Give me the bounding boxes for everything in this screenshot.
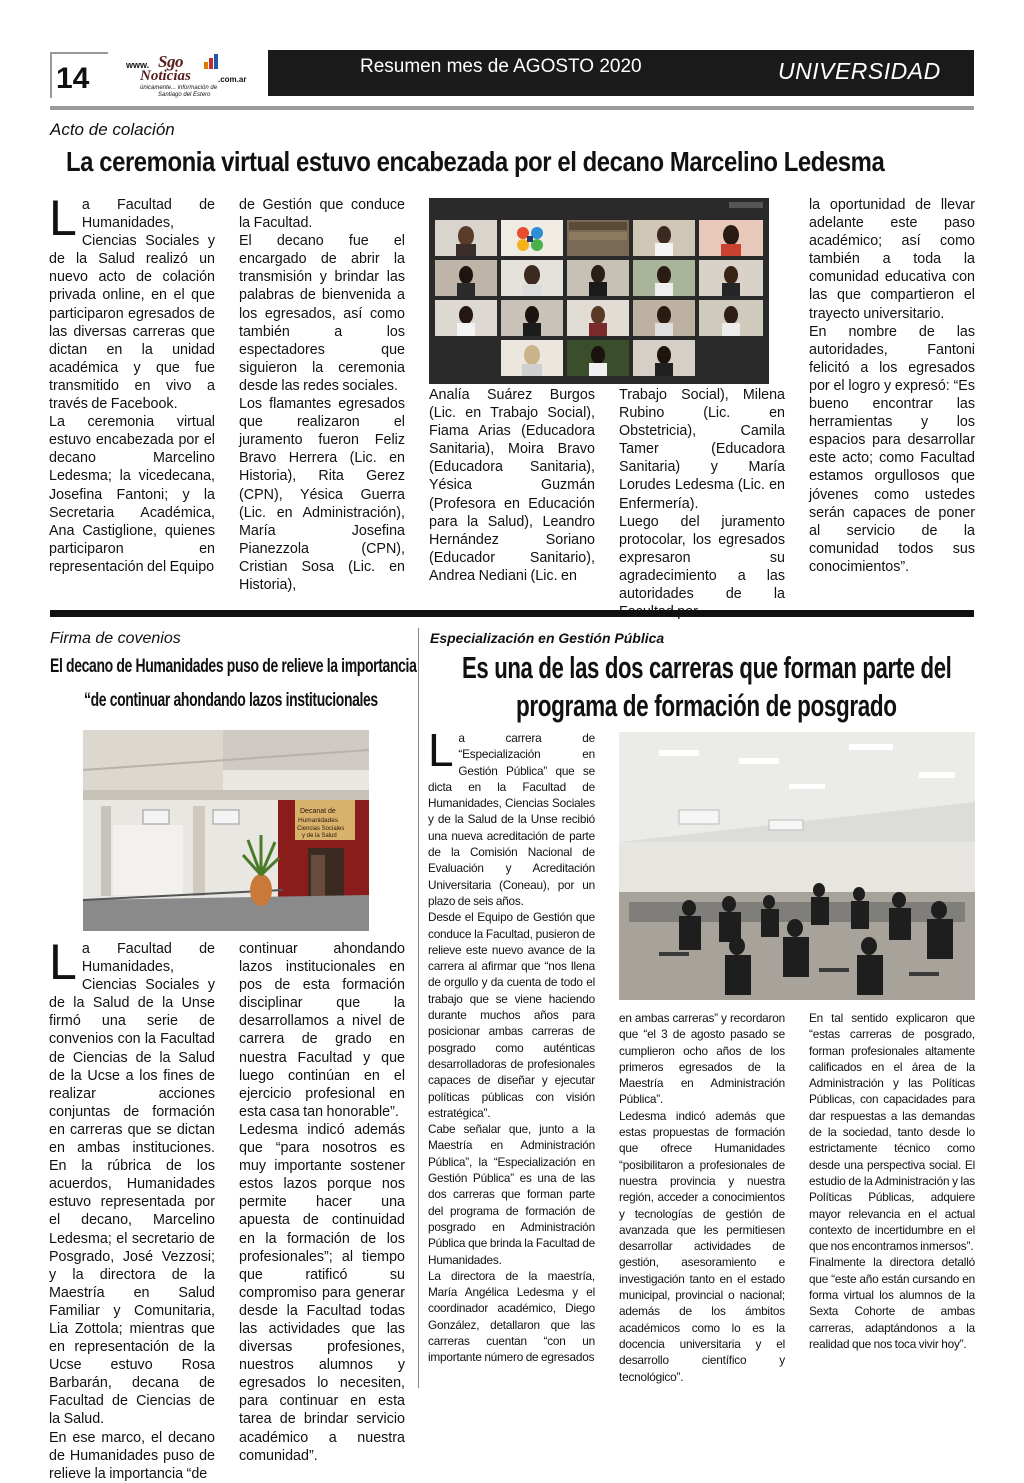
paragraph: Cabe señalar que, junto a la Maestría en Administración Pública”, la “Especialización en Gestión Pública” es una de las dos carreras que forman parte del programa de formación de posgrado en Administración Pública que brinda la Facultad de Humanidades. bbox=[428, 1122, 595, 1267]
header-divider bbox=[50, 106, 974, 110]
paragraph: La ceremonia virtual estuvo encabezada por el decano Marcelino Ledesma; la vicedecana, Josefina Fantoni; y la Secretaria Académica, Ana Castiglione, quienes participaron en representación del Equipo bbox=[49, 414, 215, 575]
article1-kicker: Acto de colación bbox=[50, 120, 175, 139]
paragraph: Trabajo Social), Milena Rubino (Lic. en Obstetricia), Camila Tamer (Educadora Sanitaria) y María Lorudes Ledesma (Lic. en Enfermería). bbox=[619, 387, 785, 512]
article1-column-2 bbox=[239, 196, 405, 600]
paragraph: Ledesma indicó además que “para nosotros es muy importante sostener estos lazos porque nos permite hacer una apuesta de continuidad en la formación de los profesionales”; al tiempo que ratificó su compromiso para generar desde la Facultad todas las actividades que las diversas profesiones, nuestros alumnos y egresados lo necesiten, para continuar en esta tarea de brindar servicio académico a nuestra comunidad”. bbox=[239, 1121, 405, 1464]
logo-tagline-2: Santiago del Estero bbox=[158, 92, 211, 98]
column-divider bbox=[418, 628, 419, 1388]
paragraph: de Gestión que conduce la Facultad. bbox=[239, 197, 405, 232]
article1-headline: La ceremonia virtual estuvo encabezada por el decano Marcelino Ledesma bbox=[66, 146, 885, 177]
classroom-photo bbox=[619, 732, 975, 1000]
section-label: UNIVERSIDAD bbox=[778, 58, 941, 84]
dropcap: L bbox=[49, 934, 77, 990]
article1-column-3 bbox=[429, 386, 595, 600]
article3-column-1 bbox=[428, 724, 595, 1390]
paragraph: Analía Suárez Burgos (Lic. en Trabajo Social), Fiama Arias (Educadora Sanitaria), Moira Bravo (Educadora Sanitaria), Yésica Guzmán (Profesora en Educación para la Salud), Leandro Hernández Soriano (Educador Sanitario), Andrea Nediani (Lic. en bbox=[429, 387, 595, 584]
paragraph: a carrera de “Especialización en Gestión Pública” que se dicta en la Facultad de Humanidades, Ciencias Sociales y de la Salud de la Unse recibió una nueva acreditación de parte de la Comisión Nacional de Evaluación y Acreditación Universitaria (Coneau), por un plazo de seis años. bbox=[428, 731, 595, 908]
sign-line-1: Decanat de bbox=[300, 808, 336, 815]
paragraph: en ambas carreras” y recordaron que “el 3 de agosto pasado se cumplieron ocho años de los primeros egresados de la Maestría en Administración Pública”. bbox=[619, 1011, 785, 1107]
article3-column-2 bbox=[619, 1010, 785, 1390]
paragraph: continuar ahondando lazos institucionales en pos de esta formación disciplinar que la desarrollamos a nivel de carrera de grado en nuestra Facultad y que luego continúan en el ejercicio profesional en esta casa tan honorable”. bbox=[239, 941, 405, 1120]
paragraph: a Facultad de Humanidades, Ciencias Sociales y de la Salud de la Unse firmó una serie de convenios con la Facultad de Ciencias de la Salud de la Ucse a los fines de realizar acciones conjuntas de formación en carreras que se dictan en ambas instituciones. En la rúbrica de los acuerdos, Humanidades estuvo representada por el decano, Marcelino Ledesma; el secretario de Posgrado, José Vezzosi; y la directora de la Maestría en Salud Familiar y Comunitaria, Lia Zottola; mientras que en representación de la Ucse estuvo Rosa Barbarán, decana de Facultad de Ciencias de la Salud. bbox=[49, 941, 215, 1428]
article2-headline-line2: “de continuar ahondando lazos institucionales bbox=[84, 690, 378, 711]
logo-www: www. bbox=[126, 60, 150, 70]
issue-label: Resumen mes de AGOSTO 2020 bbox=[360, 56, 642, 77]
paragraph: Finalmente la directora detalló que “este año están cursando en forma virtual los alumnos de la Sexta Cohorte de ambas carreras, adaptándonos a la realidad que nos toca vivir hoy”. bbox=[809, 1255, 975, 1351]
paragraph: En nombre de las autoridades, Fantoni felicitó a los egresados por el logro y expresó: “Es bueno encontrar las herramientas y los espacios para desarrollar este acto; como Facultad estamos orgullosos que jóvenes como ustedes serán capaces de poner al servicio de la comunidad todos sus conocimientos”. bbox=[809, 323, 975, 575]
paragraph: En tal sentido explicaron que “estas carreras de posgrado, forman profesionales altamente calificados en el área de la Administración y las Políticas Públicas, con capacidades para dar respuestas a las demandas de la sociedad, tanto desde lo estrictamente técnico como desde una perspectiva social. El estudio de la Administración y las Políticas Públicas, adquiere mayor relevancia en el actual contexto de incertidumbre en el que nos encontramos inmersos”. bbox=[809, 1011, 975, 1254]
article2-headline-line1: El decano de Humanidades puso de relieve la importancia bbox=[50, 656, 417, 677]
sign-line-2: Humanidades bbox=[298, 817, 339, 824]
article2-kicker: Firma de covenios bbox=[50, 630, 181, 647]
paragraph: La directora de la maestría, María Angélica Ledesma y el coordinador académico, Diego González, detallaron que las carreras cuentan “con un importante número de egresados bbox=[428, 1268, 595, 1365]
faculty-building-photo bbox=[83, 730, 369, 931]
sign-line-4: y de la Salud bbox=[302, 833, 337, 839]
article3-headline-line1: Es una de las dos carreras que forman parte del bbox=[462, 650, 952, 685]
zoom-grid-graphic bbox=[429, 198, 769, 384]
zoom-call-photo bbox=[429, 198, 769, 384]
article1-column-1 bbox=[49, 190, 215, 600]
logo-sgo: Sgo bbox=[158, 52, 183, 71]
logo-domain: .com.ar bbox=[218, 75, 247, 84]
paragraph: Los flamantes egresados que realizaron el juramento fueron Feliz Bravo Herrera (Lic. en Historia), Rita Gerez (CPN), Yésica Guerra (Lic. en Administración), María Josefina Pianezzola (CPN), Cristian Sosa (Lic. en Historia), bbox=[239, 396, 405, 593]
dropcap: L bbox=[49, 190, 77, 246]
paragraph: la oportunidad de llevar adelante este paso académico; así como también a toda la comunidad educativa con las que compartieron el trayecto universitario. bbox=[809, 197, 975, 322]
paragraph: El decano fue el encargado de abrir la transmisión y brindar las palabras de bienvenida a los egresados, así como también a los espectadores que siguieron la ceremonia desde las redes sociales. bbox=[239, 233, 405, 394]
paragraph: Desde el Equipo de Gestión que conduce la Facultad, pusieron de relieve este nuevo avance de la carrera al afirmar que “nos llena de orgullo y da cuenta de todo el trabajo que se viene haciendo durante muchos años para posicionar ambas carreras de posgrado como auténticas desarrolladoras de profesionales capaces de diseñar y ejecutar políticas públicas con visión estratégica”. bbox=[428, 910, 595, 1120]
logo-noticias: Noticias bbox=[140, 68, 191, 84]
article3-column-3 bbox=[809, 1010, 975, 1390]
section-divider bbox=[50, 610, 974, 617]
signal-bars-icon bbox=[204, 54, 218, 69]
logo-tagline: únicamente... información de bbox=[140, 85, 218, 91]
paragraph: En ese marco, el decano de Humanidades puso de relieve la importancia “de bbox=[49, 1429, 215, 1482]
classroom-graphic bbox=[619, 732, 975, 1000]
sign-line-3: Ciencias Sociales bbox=[297, 826, 345, 832]
article2-column-1 bbox=[49, 934, 215, 1482]
paragraph: Ledesma indicó además que estas propuestas de formación que ofrece Humanidades “posibilitaron a profesionales de nuestra provincia y nuestra región, acceder a conocimientos y tecnologías de gestión de avanzada que les permitiesen desarrollar actividades de gestión, asesoramiento e investigación tanto en el estado municipal, provincial o nacional; además de los ámbitos académicos como lo es la docencia universitaria y el desarrollo científico y tecnológico”. bbox=[619, 1108, 785, 1384]
building-graphic bbox=[83, 730, 369, 931]
newspaper-logo bbox=[122, 52, 262, 98]
article1-column-4 bbox=[619, 386, 785, 603]
article3-kicker: Especialización en Gestión Pública bbox=[430, 630, 665, 646]
dropcap: L bbox=[428, 724, 454, 776]
article2-column-2 bbox=[239, 940, 405, 1464]
article3-headline-line2: programa de formación de posgrado bbox=[516, 688, 897, 723]
paragraph: Luego del juramento protocolar, los egresados expresaron su agradecimiento a las autoridades de la bbox=[619, 513, 785, 603]
paragraph: a Facultad de Humanidades, Ciencias Sociales y de la Salud realizó un nuevo acto de colación privada online, en el que participaron egresados de las diversas carreras que dictan en la unidad académica y que fue transmitido en vivo a través de Facebook. bbox=[49, 197, 215, 413]
article1-column-5 bbox=[809, 196, 975, 600]
page-number: 14 bbox=[50, 52, 108, 98]
